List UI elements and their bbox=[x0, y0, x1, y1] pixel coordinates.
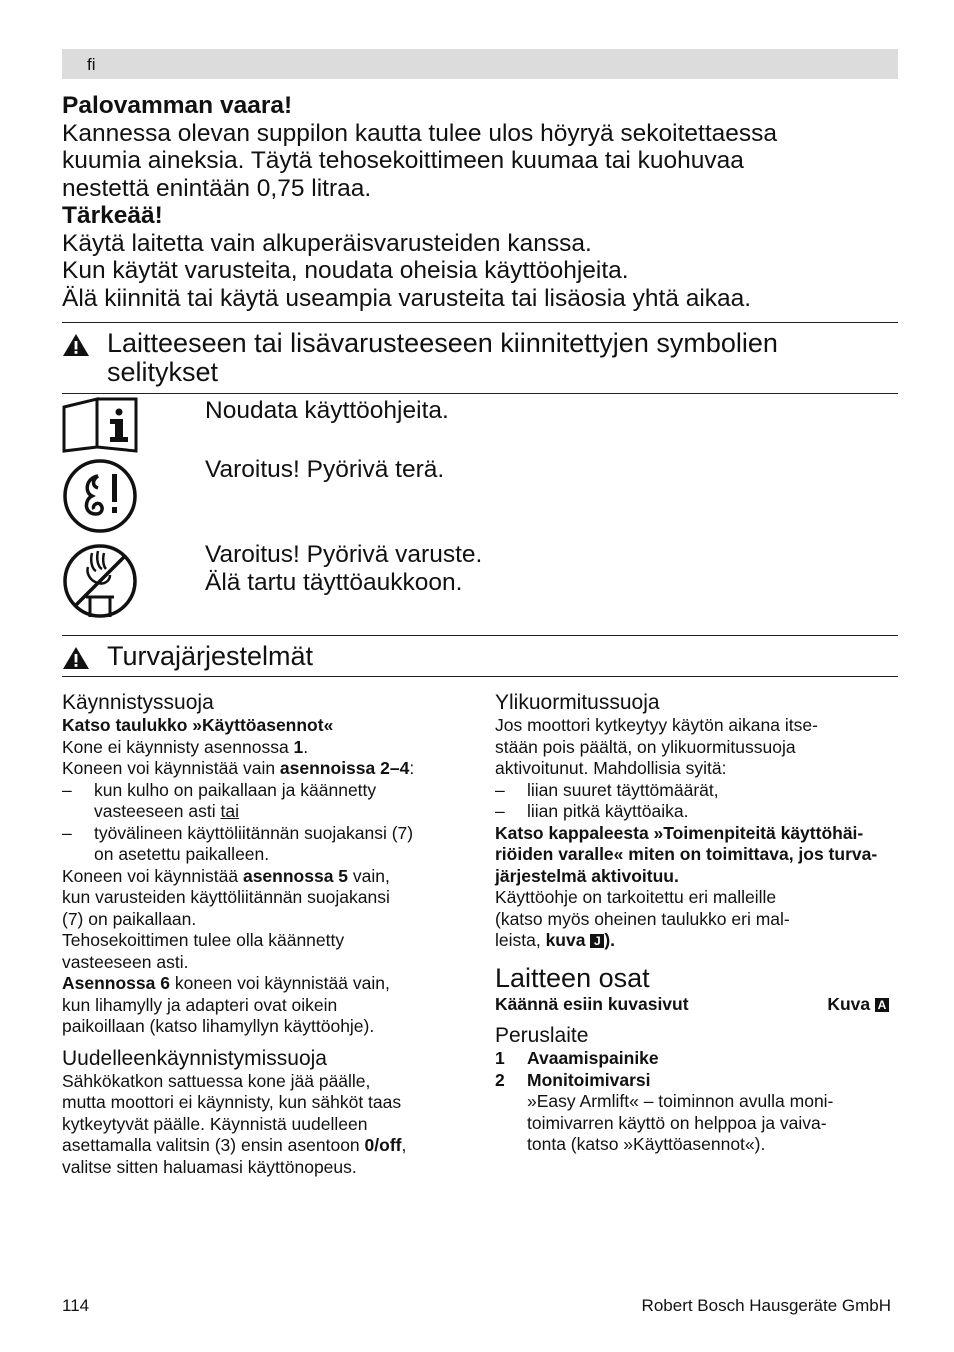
fold-out-text: Käännä esiin kuvasivut bbox=[495, 993, 689, 1014]
list-item: – liian pitkä käyttöaika. bbox=[495, 801, 899, 823]
symbol-text-line: Noudata käyttöohjeita. bbox=[205, 397, 449, 424]
burn-text-line: kuumia aineksia. Täytä tehosekoittimeen kuumaa tai kuohuvaa bbox=[62, 147, 744, 174]
rotating-blade-warning-icon bbox=[62, 456, 140, 536]
fold-out-line bbox=[495, 994, 899, 1016]
footer-company: Robert Bosch Hausgeräte GmbH bbox=[641, 1296, 891, 1315]
text: , bbox=[401, 1135, 407, 1155]
right-column bbox=[495, 688, 899, 1156]
restart-protection-heading: Uudelleenkäynnistymissuoja bbox=[62, 1046, 327, 1070]
important-text-line: Älä kiinnitä tai käytä useampia varusteita tai lisäosia yhtä aikaa. bbox=[62, 284, 752, 312]
text-bold: 0/off bbox=[364, 1135, 402, 1155]
text-line: tonta (katso »Käyttöasennot«). bbox=[527, 1134, 766, 1154]
paragraph bbox=[62, 866, 462, 888]
text: työvälineen käyttöliitännän suojakansi (7) bbox=[94, 822, 414, 843]
text-bold: ). bbox=[604, 930, 616, 950]
symbol-text-line: Varoitus! Pyörivä varuste. bbox=[205, 541, 483, 568]
parts-heading: Laitteen osat bbox=[495, 962, 650, 993]
text-line: Sähkökatkon sattuessa kone jää päälle, bbox=[62, 1070, 371, 1091]
paragraph bbox=[495, 930, 899, 952]
text-bold: 1 bbox=[293, 736, 304, 757]
text-line: »Easy Armlift« – toiminnon avulla moni- bbox=[527, 1091, 834, 1111]
text-line: valitse sitten haluamasi käyttönopeus. bbox=[62, 1156, 357, 1177]
figure-badge: A bbox=[875, 998, 889, 1012]
text-line: (katso myös oheinen taulukko eri mal- bbox=[495, 908, 790, 929]
divider bbox=[62, 676, 898, 677]
text-line: paikoillaan (katso lihamyllyn käyttöohje). bbox=[62, 1016, 375, 1036]
text: . bbox=[303, 736, 309, 757]
divider bbox=[62, 393, 898, 394]
text-line: Tehosekoittimen tulee olla käännetty bbox=[62, 930, 345, 950]
manual-icon bbox=[62, 397, 138, 453]
parts-list-item bbox=[495, 1070, 899, 1092]
list-item: – liian suuret täyttömäärät, bbox=[495, 780, 899, 802]
figure-ref bbox=[827, 994, 889, 1016]
see-table-note: Katso taulukko »Käyttöasennot« bbox=[62, 715, 334, 735]
bold-text-line: järjestelmä aktivoituu. bbox=[495, 865, 679, 886]
item-number: 1 bbox=[495, 1048, 505, 1068]
symbol-text bbox=[205, 456, 444, 484]
text-line: mutta moottori ei käynnisty, kun sähköt taas bbox=[62, 1092, 402, 1112]
important-text-line: Kun käytät varusteita, noudata oheisia käyttöohjeita. bbox=[62, 257, 629, 284]
warning-triangle-icon bbox=[62, 646, 90, 670]
burn-text-line: nestettä enintään 0,75 litraa. bbox=[62, 174, 372, 202]
left-column bbox=[62, 688, 462, 1178]
symbol-text bbox=[205, 397, 449, 425]
text-bold: kuva bbox=[545, 930, 591, 950]
text-bold: asennoissa 2–4 bbox=[279, 758, 410, 778]
list-item bbox=[62, 780, 462, 823]
figure-label: Kuva bbox=[827, 993, 875, 1014]
text-line: (7) on paikallaan. bbox=[62, 908, 197, 929]
text-line: kytkeytyvät päälle. Käynnistä uudelleen bbox=[62, 1113, 368, 1134]
symbols-title-line: selitykset bbox=[107, 357, 219, 387]
important-text-line: Käytä laitetta vain alkuperäisvarusteiden kanssa. bbox=[62, 229, 592, 257]
symbols-title-line: Laitteeseen tai lisävarusteeseen kiinnitettyjen symbolien bbox=[107, 328, 778, 358]
paragraph bbox=[62, 973, 462, 995]
paragraph bbox=[62, 758, 462, 780]
symbol-text bbox=[205, 541, 482, 596]
text: Koneen voi käynnistää vain bbox=[62, 758, 280, 778]
symbols-section-title bbox=[62, 329, 898, 387]
page-number: 114 bbox=[62, 1296, 90, 1315]
text: asettamalla valitsin (3) ensin asentoon bbox=[62, 1135, 365, 1155]
text-line: Käyttöohje on tarkoitettu eri malleille bbox=[495, 887, 777, 907]
important-heading: Tärkeää! bbox=[62, 202, 163, 229]
item-number: 2 bbox=[495, 1069, 505, 1090]
text: Koneen voi käynnistää bbox=[62, 865, 243, 886]
text-bold: asennossa 5 bbox=[242, 865, 349, 886]
item-label: Monitoimivarsi bbox=[527, 1069, 651, 1090]
safety-section-title bbox=[62, 642, 898, 671]
text-line: vasteeseen asti. bbox=[62, 951, 189, 972]
text-bold: Asennossa 6 bbox=[62, 973, 170, 993]
base-unit-heading: Peruslaite bbox=[495, 1024, 589, 1047]
item-label: Avaamispainike bbox=[527, 1048, 659, 1068]
bold-text-line: Katso kappaleesta »Toimenpiteitä käyttöhäi- bbox=[495, 822, 864, 843]
overload-protection-heading: Ylikuormitussuoja bbox=[495, 691, 660, 714]
text: kun kulho on paikallaan ja käännetty bbox=[94, 779, 377, 800]
paragraph bbox=[62, 737, 462, 759]
text-line: kun lihamylly ja adapteri ovat oikein bbox=[62, 994, 338, 1015]
text: koneen voi käynnistää vain, bbox=[169, 973, 390, 993]
parts-list-item bbox=[495, 1048, 899, 1070]
list-item bbox=[62, 823, 462, 866]
paragraph bbox=[62, 1135, 462, 1157]
text-underlined: tai bbox=[220, 801, 239, 821]
text-line: toimivarren käyttö on helppoa ja vaiva- bbox=[527, 1112, 827, 1133]
safety-title: Turvajärjestelmät bbox=[107, 641, 314, 671]
divider bbox=[62, 322, 898, 323]
text: vain, bbox=[348, 865, 390, 886]
figure-badge: J bbox=[590, 934, 604, 948]
text: leista, bbox=[495, 930, 546, 950]
text: on asetettu paikalleen. bbox=[94, 844, 270, 864]
divider bbox=[62, 635, 898, 636]
text: Kone ei käynnisty asennossa bbox=[62, 736, 294, 757]
bold-text-line: riöiden varalle« miten on toimittava, jos turva- bbox=[495, 844, 878, 864]
burn-heading: Palovamman vaara! bbox=[62, 92, 293, 119]
warning-triangle-icon bbox=[62, 333, 90, 357]
text-line: kun varusteiden käyttöliitännän suojakansi bbox=[62, 887, 390, 907]
top-warnings bbox=[62, 92, 898, 312]
burn-text-line: Kannessa olevan suppilon kautta tulee ulos höyryä sekoitettaessa bbox=[62, 119, 778, 147]
start-protection-heading: Käynnistyssuoja bbox=[62, 691, 214, 714]
text: vasteeseen asti bbox=[94, 801, 221, 821]
text-line: aktivoitunut. Mahdollisia syitä: bbox=[495, 758, 727, 778]
symbol-text-line: Älä tartu täyttöaukkoon. bbox=[205, 568, 463, 596]
language-label: fi bbox=[87, 55, 96, 74]
language-bar bbox=[62, 49, 898, 79]
text-line: stään pois päältä, on ylikuormitussuoja bbox=[495, 736, 796, 757]
text: : bbox=[409, 758, 415, 778]
symbol-text-line: Varoitus! Pyörivä terä. bbox=[205, 456, 445, 483]
no-hand-warning-icon bbox=[62, 541, 140, 621]
text-line: Jos moottori kytkeytyy käytön aikana itse- bbox=[495, 715, 818, 735]
